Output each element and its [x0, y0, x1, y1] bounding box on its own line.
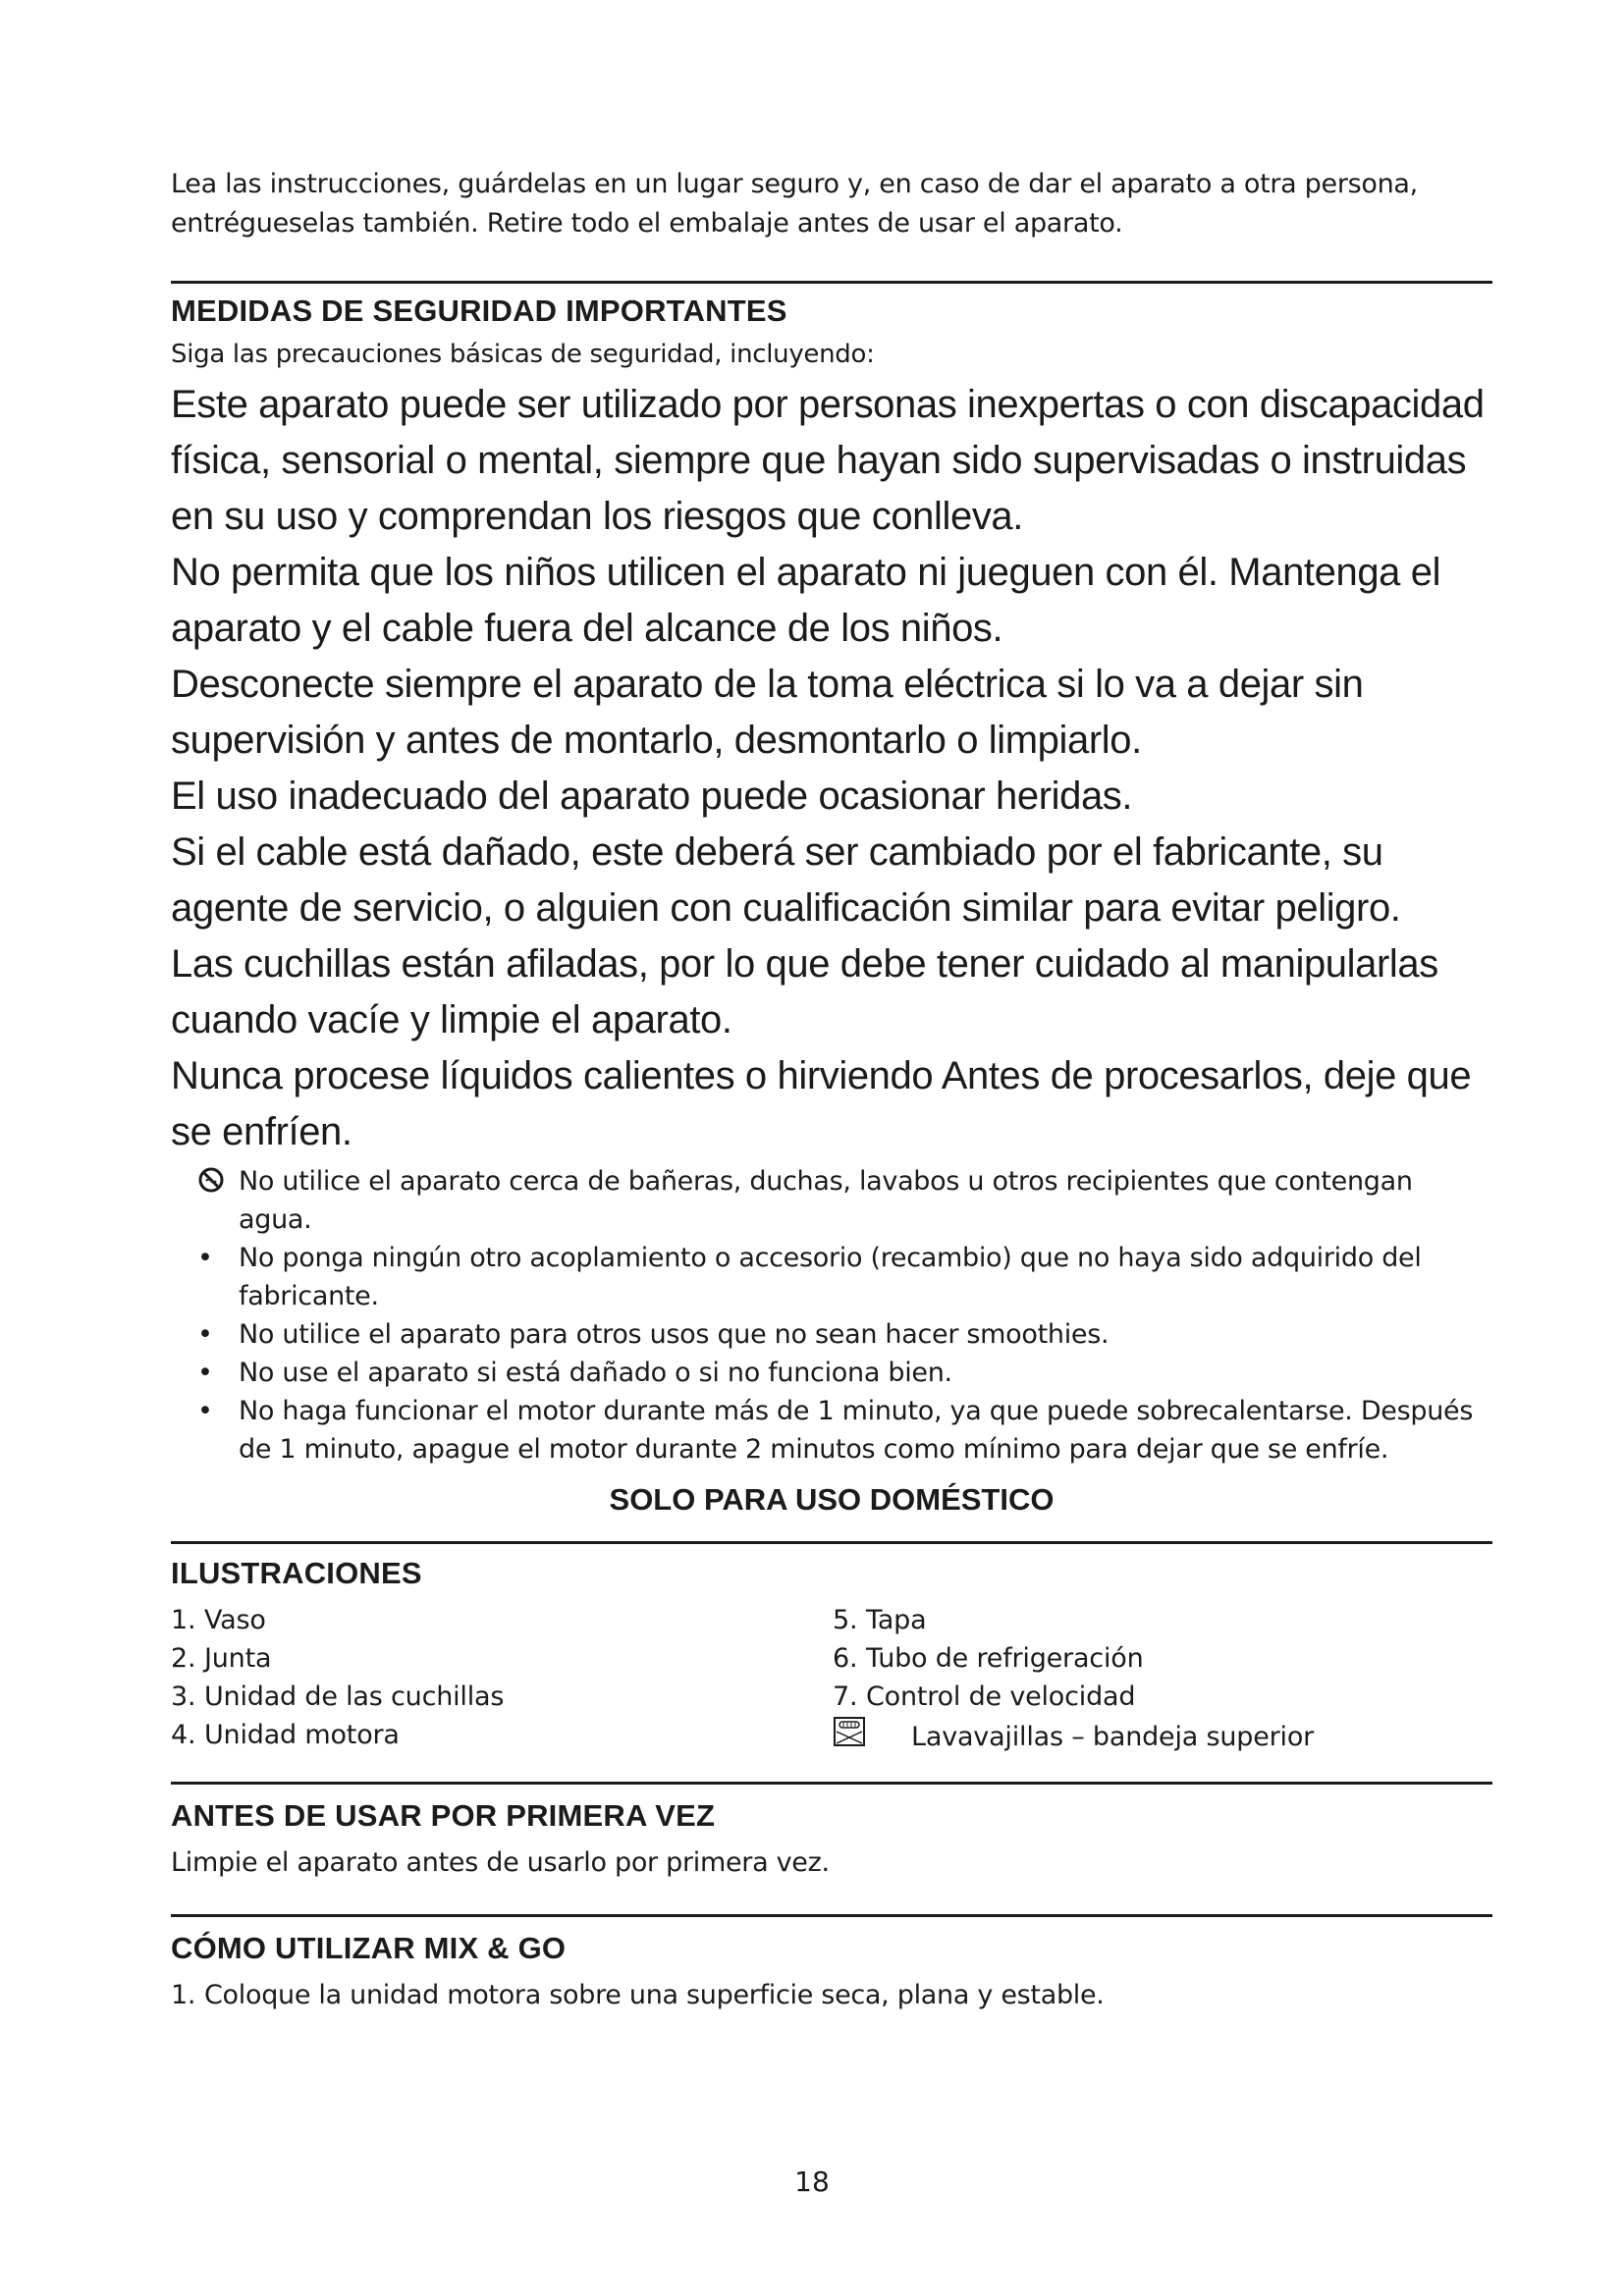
- dishwasher-label: Lavavajillas – bandeja superior: [911, 1722, 1315, 1752]
- bullet-item: • No utilice el aparato para otros usos que no sean hacer smoothies.: [171, 1315, 1492, 1354]
- first-use-heading: ANTES DE USAR POR PRIMERA VEZ: [171, 1798, 716, 1833]
- large-paragraph: Las cuchillas están afiladas, por lo que debe tener cuidado al manipularlas cuando vacíe y limpie el aparato.: [171, 942, 1438, 1041]
- bullet-mark: •: [197, 1319, 213, 1350]
- safety-large-text: [171, 377, 1492, 1160]
- intro-paragraph: Lea las instrucciones, guárdelas en un lugar seguro y, en caso de dar el aparato a otra persona, entrégueselas también. Retire todo el embalaje antes de usar el aparato.: [171, 169, 1418, 239]
- domestic-use-notice: SOLO PARA USO DOMÉSTICO: [609, 1482, 1055, 1517]
- dishwasher-icon: [833, 1716, 911, 1758]
- bullet-mark: •: [197, 1243, 213, 1273]
- part-item: 2. Junta: [171, 1643, 272, 1674]
- large-paragraph: Si el cable está dañado, este deberá ser cambiado por el fabricante, su agente de servicio, o alguien con cualificación similar para evitar peligro.: [171, 830, 1401, 930]
- manual-page: [171, 165, 1492, 2015]
- no-water-icon: [197, 1162, 239, 1201]
- how-to-use-heading: CÓMO UTILIZAR MIX & GO: [171, 1931, 567, 1965]
- illustrations-heading: ILUSTRACIONES: [171, 1556, 422, 1590]
- page-number: 18: [794, 2165, 830, 2198]
- large-paragraph: No permita que los niños utilicen el aparato ni jueguen con él. Mantenga el aparato y el cable fuera del alcance de los niños.: [171, 551, 1441, 650]
- bullet-mark: •: [197, 1396, 213, 1426]
- dishwasher-item: [833, 1716, 1492, 1758]
- warning-text: No utilice el aparato cerca de bañeras, duchas, lavabos u otros recipientes que contengan agua.: [239, 1166, 1413, 1235]
- section-divider: [171, 1541, 1492, 1544]
- part-item: 3. Unidad de las cuchillas: [171, 1682, 505, 1712]
- part-item: 4. Unidad motora: [171, 1720, 400, 1750]
- safety-subheading: Siga las precauciones básicas de seguridad, incluyendo:: [171, 340, 875, 369]
- part-item: 6. Tubo de refrigeración: [833, 1643, 1144, 1674]
- safety-heading: MEDIDAS DE SEGURIDAD IMPORTANTES: [171, 294, 787, 328]
- bullet-item: • No ponga ningún otro acoplamiento o accesorio (recambio) que no haya sido adquirido del fabricante.: [171, 1239, 1492, 1315]
- first-use-text: Limpie el aparato antes de usarlo por primera vez.: [171, 1847, 830, 1878]
- large-paragraph: Desconecte siempre el aparato de la toma eléctrica si lo va a dejar sin supervisión y antes de montarlo, desmontarlo o limpiarlo.: [171, 663, 1364, 762]
- illustrations-parts-list: [171, 1601, 1492, 1758]
- bullet-item: • No use el aparato si está dañado o si no funciona bien.: [171, 1354, 1492, 1392]
- part-item: 5. Tapa: [833, 1605, 927, 1635]
- large-paragraph: Nunca procese líquidos calientes o hirviendo Antes de procesarlos, deje que se enfríen.: [171, 1054, 1472, 1153]
- section-divider: [171, 281, 1492, 284]
- section-divider: [171, 1782, 1492, 1785]
- large-paragraph: Este aparato puede ser utilizado por personas inexpertas o con discapacidad física, sensorial o mental, siempre que hayan sido supervisadas o instruidas en su uso y comprendan los riesgos que conlleva.: [171, 383, 1485, 538]
- parts-column-left: [171, 1601, 833, 1758]
- bullet-item: • No haga funcionar el motor durante más de 1 minuto, ya que puede sobrecalentarse. Después de 1 minuto, apague el motor durante 2 minutos como mínimo para dejar que se enfríe.: [171, 1392, 1492, 1468]
- how-to-use-step: 1. Coloque la unidad motora sobre una superficie seca, plana y estable.: [171, 1980, 1105, 2010]
- warning-list-item: [171, 1162, 1492, 1239]
- large-paragraph: El uso inadecuado del aparato puede ocasionar heridas.: [171, 774, 1133, 818]
- bullet-mark: •: [197, 1358, 213, 1388]
- safety-bullet-list: [171, 1162, 1492, 1468]
- part-item: 1. Vaso: [171, 1605, 266, 1635]
- part-item: 7. Control de velocidad: [833, 1682, 1136, 1712]
- section-divider: [171, 1914, 1492, 1917]
- parts-column-right: [833, 1601, 1492, 1758]
